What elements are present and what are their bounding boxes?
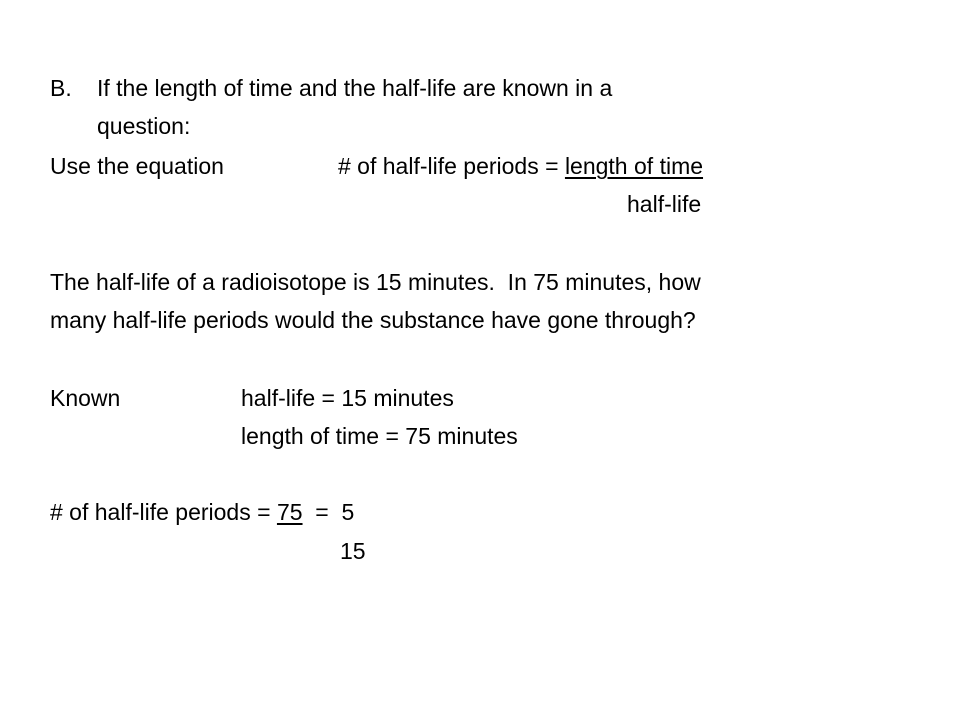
solution-denominator: 15 — [340, 538, 366, 564]
known-label: Known — [50, 385, 121, 411]
solution-result: = 5 — [302, 499, 355, 525]
equation-formula — [338, 152, 703, 180]
problem-line1: The half-life of a radioisotope is 15 minutes. In 75 minutes, how — [50, 269, 701, 295]
solution-formula — [50, 498, 354, 526]
equation-numerator: length of time — [564, 153, 704, 179]
equation-lhs: # of half-life periods = — [338, 153, 565, 179]
equation-denominator: half-life — [627, 191, 702, 217]
section-marker: B. — [50, 75, 72, 101]
known-item-half-life: half-life = 15 minutes — [241, 385, 454, 411]
solution-numerator: 75 — [276, 499, 303, 525]
section-heading-line1: If the length of time and the half-life are known in a — [97, 75, 613, 101]
solution-lhs: # of half-life periods = — [50, 499, 277, 525]
section-heading-line2: question: — [97, 113, 191, 139]
equation-lead: Use the equation — [50, 153, 224, 179]
known-item-length-of-time: length of time = 75 minutes — [241, 423, 518, 449]
problem-line2: many half-life periods would the substance have gone through? — [50, 307, 696, 333]
